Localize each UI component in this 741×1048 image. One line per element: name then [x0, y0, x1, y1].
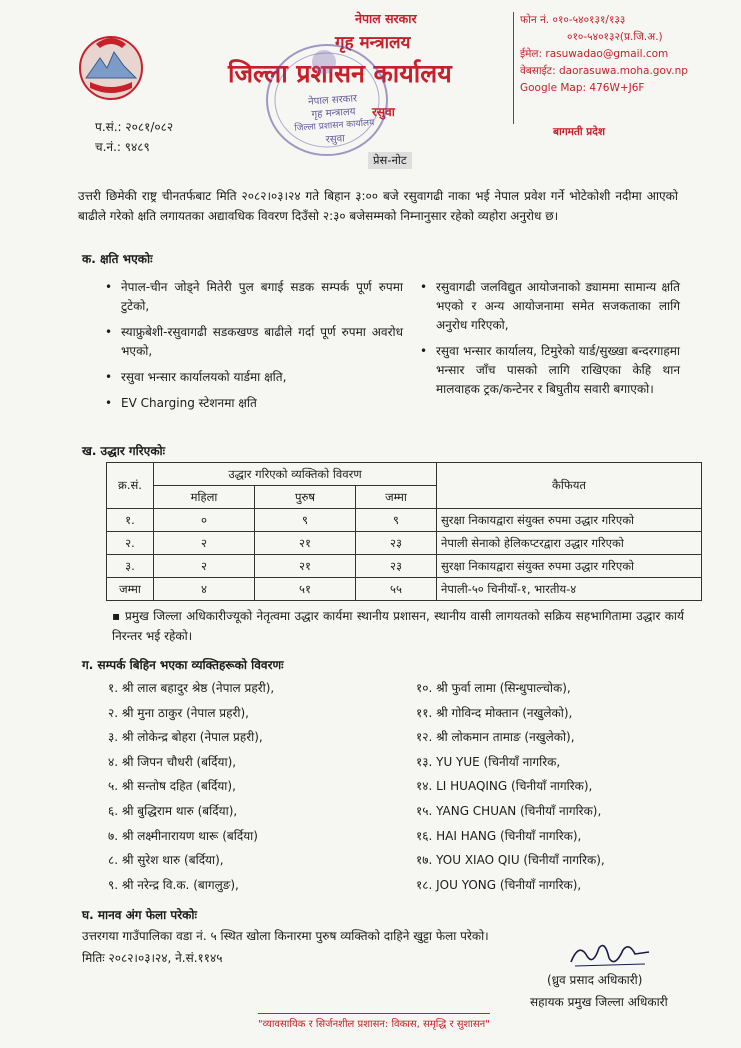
office-title: जिल्ला प्रशासन कार्यालय [228, 59, 452, 88]
damage-item: • EV Charging स्टेशनमा क्षति [103, 394, 403, 413]
seal-line-3: जिल्ला प्रशासन कार्यालय [294, 118, 375, 134]
rescue-note-text: प्रमुख जिल्ला अधिकारीज्यूको नेतृत्वमा उद्धार कार्यमा स्थानीय प्रशासन, स्थानीय वासी लागयतको सक्रिय सहभागितामा उद्धार कार्य निरन्तर भई रहेको। [112, 609, 685, 643]
rescue-table [106, 462, 702, 601]
cell-male: ५१ [255, 578, 356, 601]
cell-remarks: सुरक्षा निकायद्वारा संयुक्त रुपमा उद्धार गरिएको [437, 509, 702, 532]
cell-remarks: नेपाली सेनाको हेलिकप्टरद्वारा उद्धार गरिएको [437, 532, 702, 555]
date-line: मितिः २०८२।०३।२४, ने.सं.११४५ [82, 951, 223, 965]
cn-number: च.नं.: ९४८९ [95, 140, 150, 154]
cell-sn: २. [107, 532, 154, 555]
contact-block [513, 12, 735, 124]
col-total: जम्मा [356, 486, 437, 509]
phone-2: ०१०-५४०१३२(प्र.जि.अ.) [567, 31, 663, 43]
table-row [107, 509, 702, 532]
cell-female: ४ [154, 578, 255, 601]
list-item: १०. श्री फुर्वा लामा (सिन्धुपाल्चोक), [416, 681, 571, 695]
section-kha-heading: ख. उद्धार गरिएकोः [82, 444, 166, 458]
seal-text [280, 90, 387, 149]
cell-total-label: जम्मा [107, 578, 154, 601]
damage-item: • रसुवागढी जलविद्युत आयोजनाको ड्याममा सामान्य क्षति भएको र अन्य आयोजनामा समेत सजकताका लागि अनुरोध गरिएको, [418, 278, 680, 335]
website: वेबसाईट: daorasuwa.moha.gov.np [520, 65, 688, 77]
cell-sn: १. [107, 509, 154, 532]
province-label: बागमती प्रदेश [553, 126, 605, 138]
seal-line-1: नेपाल सरकार [307, 93, 358, 108]
footer-motto: "व्यावसायिक र सिर्जनशील प्रशासन: विकास, समृद्धि र सुशासन" [258, 1013, 490, 1030]
phone-1: फोन नं. ०१०-५४०१३१/१३३ [520, 14, 626, 26]
list-item: १३. YU YUE (चिनीयाँ नागरिक, [416, 754, 561, 769]
list-item: ११. श्री गोविन्द मोक्तान (नखुलेको), [416, 705, 573, 720]
section-ka-right [418, 278, 680, 406]
cell-total: २३ [356, 532, 437, 555]
missing-list-left [108, 676, 408, 897]
cell-male: ९ [255, 509, 356, 532]
press-note-title: प्रेस-नोट [368, 152, 412, 169]
intro-paragraph: उत्तरी छिमेकी राष्ट्र चीनतर्फबाट मिति २०८२।०३।२४ गते बिहान ३:०० बजे रसुवागढी नाका भई नेपाल प्रवेश गर्ने भोटेकोशी नदीमा आएको बाढीले गरेको क्षति लगायतका अद्यावधिक विवरण दिउँसो २:३० बजेसम्मको निम्नानुसार रहेको व्यहोरा अनुरोध छ। [78, 189, 678, 223]
cell-sn: ३. [107, 555, 154, 578]
section-ga-heading: ग. सम्पर्क बिहिन भएका व्यक्तिहरूको विवरणः [82, 658, 284, 672]
list-item: ५. श्री सन्तोष दहित (बर्दिया), [108, 779, 236, 794]
cell-remarks: सुरक्षा निकायद्वारा संयुक्त रुपमा उद्धार गरिएको [437, 555, 702, 578]
damage-item: • स्याफ्रुबेशी-रसुवागढी सडकखण्ड बाढीले गर्दा पूर्ण रुपमा अवरोध भएको, [103, 323, 403, 361]
rescue-table-wrap [106, 462, 702, 601]
google-map: Google Map: 476W+J6F [520, 82, 645, 94]
col-detail: उद्धार गरिएको व्यक्तिको विवरण [154, 463, 437, 486]
list-item: ७. श्री लक्ष्मीनारायण थारू (बर्दिया) [108, 828, 258, 843]
damage-item: • रसुवा भन्सार कार्यालय, टिमुरेको यार्ड/सुख्खा बन्दरगाहमा भन्सार जाँच पासको लागि राखिएका केहि थान मालवाहक ट्रक/कन्टेनर र बिघुतीय सवारी बगाएको। [418, 342, 680, 399]
cell-total: ५५ [356, 578, 437, 601]
email: ईमेल: rasuwadao@gmail.com [520, 48, 669, 60]
cell-male: २१ [255, 532, 356, 555]
table-row [107, 532, 702, 555]
list-item: ८. श्री सुरेश थारु (बर्दिया), [108, 853, 224, 868]
list-item: ४. श्री जिपन चौधरी (बर्दिया), [108, 754, 237, 769]
list-item: १८. JOU YONG (चिनीयाँ नागरिक), [416, 877, 582, 892]
cell-total: ९ [356, 509, 437, 532]
damage-item: • रसुवा भन्सार कार्यालयको यार्डमा क्षति, [103, 368, 403, 387]
damage-item: • नेपाल-चीन जोड्ने मितेरी पुल बगाई सडक सम्पर्क पूर्ण रुपमा टुटेको, [103, 278, 403, 316]
cell-female: २ [154, 532, 255, 555]
section-gha-text: उत्तरगया गाउँपालिका वडा नं. ५ स्थित खोला किनारमा पुरुष व्यक्तिको दाहिने खुट्टा फेला परेको। [82, 929, 489, 943]
section-gha-heading: घ. मानव अंग फेला परेकोः [82, 908, 197, 922]
section-ka-heading: क. क्षति भएकोः [82, 252, 153, 266]
government-title: नेपाल सरकार [355, 11, 417, 26]
col-female: महिला [154, 486, 255, 509]
list-item: १२. श्री लोकमान तामाङ (नखुलेको), [416, 730, 575, 745]
cell-male: २१ [255, 555, 356, 578]
signatory-name: (ध्रुव प्रसाद अधिकारी) [547, 973, 643, 987]
cell-remarks: नेपाली-५० चिनीयाँ-१, भारतीय-४ [437, 578, 702, 601]
cell-total: २३ [356, 555, 437, 578]
list-item: १. श्री लाल बहादुर श्रेष्ठ (नेपाल प्रहरी), [108, 681, 275, 695]
col-remarks: कैफियत [437, 463, 702, 509]
nepal-emblem [76, 30, 146, 108]
seal-line-2: गृह मन्त्रालय [311, 106, 356, 121]
note-bullet-icon: ▪ [112, 609, 125, 623]
list-item: २. श्री मुना ठाकुर (नेपाल प्रहरी), [108, 705, 249, 720]
col-male: पुरुष [255, 486, 356, 509]
cell-female: ० [154, 509, 255, 532]
signatory-title: सहायक प्रमुख जिल्ला अधिकारी [530, 995, 668, 1009]
section-ka-left [103, 278, 403, 420]
table-row [107, 555, 702, 578]
list-item: १४. LI HUAQING (चिनीयाँ नागरिक), [416, 779, 593, 794]
list-item: १७. YOU XIAO QIU (चिनीयाँ नागरिक), [416, 853, 605, 868]
col-sn: क्र.सं. [107, 463, 154, 509]
rescue-note [112, 606, 684, 646]
ps-number: प.सं.: २०८१/०८२ [95, 120, 174, 134]
missing-list-right [416, 676, 706, 897]
cell-female: २ [154, 555, 255, 578]
list-item: १६. HAI HANG (चिनीयाँ नागरिक), [416, 828, 582, 843]
list-item: ६. श्री बुद्धिराम थारु (बर्दिया), [108, 803, 238, 818]
list-item: ३. श्री लोकेन्द्र बोहरा (नेपाल प्रहरी), [108, 730, 263, 745]
seal-line-4: रसुवा [325, 133, 346, 146]
list-item: ९. श्री नरेन्द्र वि.क. (बागलुङ), [108, 877, 239, 892]
ministry-title: गृह मन्त्रालय [335, 33, 411, 53]
table-total-row [107, 578, 702, 601]
list-item: १५. YANG CHUAN (चिनीयाँ नागरिक), [416, 803, 602, 818]
district-title: रसुवा [372, 105, 395, 119]
